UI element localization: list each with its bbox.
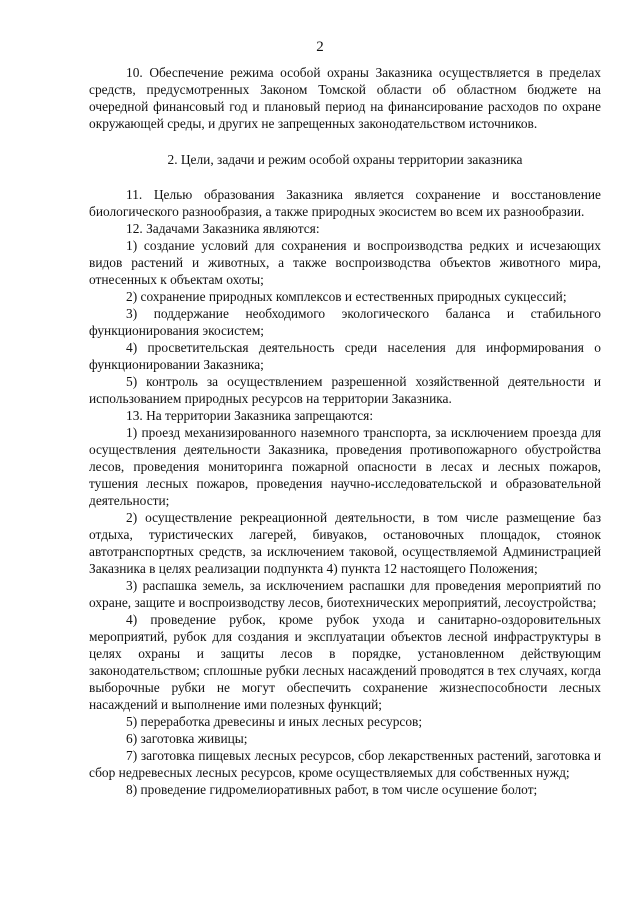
- paragraph-12: 12. Задачами Заказника являются:: [126, 221, 320, 236]
- list-item: 1) создание условий для сохранения и воспроизводства редких и исчезающих видов растений и животных, а также воспроизводства объектов животного мира, отнесенных к объектам охоты;: [89, 238, 601, 287]
- paragraph-13: 13. На территории Заказника запрещаются:: [126, 408, 374, 423]
- list-item: 4) просветительская деятельность среди населения для информирования о функционировании Заказника;: [89, 340, 601, 372]
- document-body: [89, 64, 601, 798]
- list-item: 2) осуществление рекреационной деятельности, в том числе размещение баз отдыха, туристических лагерей, бивуаков, остановочных площадок, стоянок автотранспортных средств, за исключением таковой, осуществляемой Администрацией Заказника в целях реализации подпункта 4) пункта 12 настоящего Положения;: [89, 510, 601, 576]
- paragraph-11: 11. Целью образования Заказника является сохранение и восстановление биологического разнообразия, а также природных экосистем во всем их разнообразии.: [89, 187, 601, 219]
- list-item: 5) переработка древесины и иных лесных ресурсов;: [126, 714, 423, 729]
- list-item: 3) распашка земель, за исключением распашки для проведения мероприятий по охране, защите и воспроизводству лесов, биотехнических мероприятий, лесоустройства;: [89, 578, 601, 610]
- list-item: 4) проведение рубок, кроме рубок ухода и санитарно-оздоровительных мероприятий, рубок для создания и эксплуатации объектов лесной инфраструктуры в целях охраны и защиты лесов в порядке, установленном действующим законодательством; сплошные рубки лесных насаждений проводятся в тех случаях, когда выборочные рубки не могут обеспечить сохранение жизнеспособности лесных насаждений и выполнение ими полезных функций;: [89, 612, 601, 712]
- page-number: 2: [316, 39, 324, 55]
- list-item: 3) поддержание необходимого экологического баланса и стабильного функционирования экосистем;: [89, 306, 601, 338]
- paragraph-10: 10. Обеспечение режима особой охраны Заказника осуществляется в пределах средств, предусмотренных Законом Томской области об областном бюджете на очередной финансовый год и плановый период на финансирование расходов по охране окружающей среды, и других не запрещенных законодательством источников.: [89, 65, 601, 131]
- section-heading: 2. Цели, задачи и режим особой охраны территории заказника: [167, 152, 523, 167]
- list-item: 1) проезд механизированного наземного транспорта, за исключением проезда для осуществления деятельности Заказника, проведения противопожарного обустройства лесов, проведения мониторинга пожарной опасности в лесах и лесных пожаров, тушения лесных пожаров, проведения научно-исследовательской и образовательной деятельности;: [89, 425, 601, 508]
- list-item: 6) заготовка живицы;: [126, 731, 248, 746]
- list-item: 5) контроль за осуществлением разрешенной хозяйственной деятельности и использованием природных ресурсов на территории Заказника.: [89, 374, 601, 406]
- list-item: 2) сохранение природных комплексов и естественных природных сукцессий;: [126, 289, 567, 304]
- list-item: 8) проведение гидромелиоративных работ, в том числе осушение болот;: [126, 782, 538, 797]
- list-item: 7) заготовка пищевых лесных ресурсов, сбор лекарственных растений, заготовка и сбор недревесных лесных ресурсов, кроме осуществляемых для собственных нужд;: [89, 748, 601, 780]
